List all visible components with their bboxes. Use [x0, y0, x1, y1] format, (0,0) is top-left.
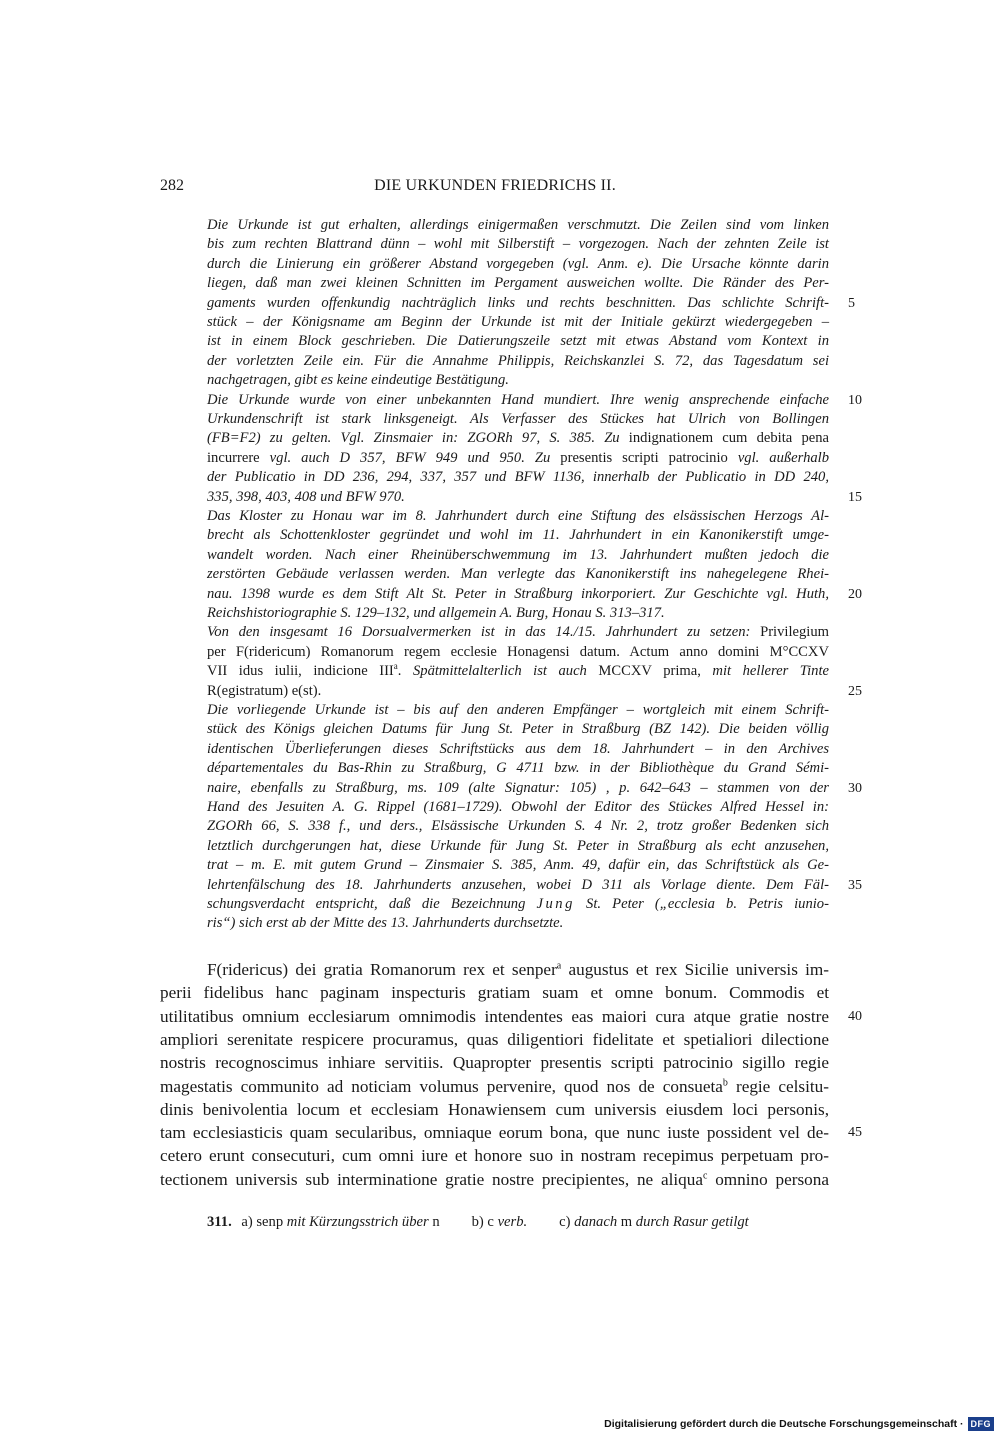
charter-line: [160, 1005, 829, 1028]
commentary-line: [207, 546, 829, 565]
text-run: mit Kürzungsstrich über: [286, 1214, 433, 1230]
text-run: incurrere: [207, 449, 270, 466]
text-run: gaments wurden offenkundig nachträglich links und rechts beschnitten. Das schlichte Schrift-: [207, 294, 829, 311]
text-run: R(egistratum) e(st).: [207, 682, 322, 699]
footnote-item: [241, 1214, 439, 1230]
commentary-line: [207, 585, 829, 604]
line-number: 15: [848, 489, 862, 505]
text-run: letztlich durchgerungen hat, diese Urkunde für Jung St. Peter in Straßburg als echt anzusehen,: [207, 837, 829, 854]
commentary-line: [207, 274, 829, 293]
dfg-credit: [604, 1416, 994, 1432]
commentary-line: [207, 701, 829, 720]
text-run: 335, 398, 403, 408 und BFW 970.: [207, 488, 405, 505]
text-run: lehrtenfälschung des 18. Jahrhunderts anzusehen, wobei D 311 als Vorlage diente. Dem Fäl-: [207, 876, 829, 893]
line-number: 45: [848, 1125, 862, 1141]
footnote-item: [559, 1214, 749, 1230]
text-run: utilitatibus omnium ecclesiarum omnimodis intendentes eas maiori cura atque gratie nostre: [160, 1006, 829, 1026]
text-run: ZGORh 66, S. 338 f., und ders., Elsässische Urkunden S. 4 Nr. 2, trotz großer Bedenken sich: [207, 818, 829, 835]
text-run: St. Peter (: [574, 896, 660, 912]
footnote-doc-number: 311.: [207, 1214, 232, 1230]
charter-line: [160, 1098, 829, 1121]
text-run: stück des Königs gleichen Datums für Jung St. Peter in Straßburg (BZ 142). Die beiden völlig: [207, 721, 829, 738]
commentary-line: [207, 313, 829, 332]
text-run: Das Kloster zu Honau war im 8. Jahrhundert durch eine Stiftung des elsässischen Herzogs Al-: [207, 508, 829, 524]
text-run: naire, ebenfalls zu Straßburg, ms. 109 (alte Signatur: 105) , p. 642–643 – stammen von der: [207, 779, 829, 796]
commentary-line: [207, 216, 829, 235]
text-run: ampliori serenitate respicere procuramus, quas diligentiori fidelitate et spetialiori dilectione: [160, 1029, 829, 1049]
text-run: schungsverdacht entspricht, daß die Bezeichnung: [207, 896, 537, 912]
running-title: DIE URKUNDEN FRIEDRICHS II.: [374, 177, 616, 194]
line-number: 30: [848, 780, 862, 796]
text-run: identischen Überlieferungen dieses Schriftstücks aus dem 18. Jahrhundert – in den Archives: [207, 740, 829, 757]
text-run: zerstörten Gebäude verlassen werden. Man verlegte das Kanonikerstift ins nahegelegene Rhei-: [207, 566, 829, 583]
text-run: Reichshistoriographie S. 129–132, und allgemein A. Burg, Honau S. 313–317.: [207, 605, 665, 621]
credit-text: Digitalisierung gefördert durch die Deutsche Forschungsgemeinschaft ·: [604, 1418, 964, 1430]
text-run: mit hellerer Tinte: [712, 663, 829, 680]
text-run: Spätmittelalterlich ist auch: [412, 663, 599, 680]
text-run: MCCXV prima,: [598, 663, 713, 680]
commentary-line: [207, 720, 829, 739]
text-run: danach: [574, 1214, 621, 1230]
charter-line: [160, 1028, 829, 1051]
text-run: vgl. auch D 357, BFW 949 und 950. Zu: [269, 449, 561, 466]
commentary-line: [207, 235, 829, 254]
text-run: liegen, daß man zwei kleinen Schnitten im Pergament ausweichen wollte. Die Ränder des Per-: [207, 275, 829, 292]
commentary-line: [207, 662, 829, 681]
footnote-marker: a: [393, 661, 398, 672]
text-run: wandelt worden. Nach einer Rheinüberschwemmung im 13. Jahrhundert mußten jedoch die: [207, 546, 829, 563]
commentary-line: [207, 565, 829, 584]
commentary-line: [207, 817, 829, 836]
charter-line: [160, 1121, 829, 1144]
line-number: 20: [848, 586, 862, 602]
commentary-line: [207, 526, 829, 545]
line-number: 5: [848, 295, 855, 311]
commentary-line: [207, 371, 829, 390]
text-run: Von den insgesamt 16 Dorsualvermerken ist in das 14./15. Jahrhundert zu setzen:: [207, 624, 761, 641]
text-run: m: [620, 1214, 636, 1230]
text-run: per F(ridericum) Romanorum regem ecclesie Honagensi datum. Actum anno domini M°CCXV: [207, 643, 829, 660]
text-run: a) senp: [241, 1214, 287, 1230]
text-run: dinis benivolentia locum et ecclesiam Honawiensem cum universis eiusdem loci personis,: [160, 1099, 829, 1119]
text-run: omnino persona: [707, 1169, 829, 1189]
text-run: .: [397, 663, 413, 680]
commentary-line: [207, 255, 829, 274]
text-run: nachgetragen, gibt es keine eindeutige Bestätigung.: [207, 372, 509, 389]
text-run: durch Rasur getilgt: [635, 1214, 749, 1230]
text-run: durch die Linierung ein größerer Abstand vorgegeben (vgl. Anm. e). Die Ursache könnte darin: [207, 255, 829, 272]
text-run: b) c: [471, 1214, 498, 1230]
commentary-line: [207, 779, 829, 798]
text-run: Die Urkunde ist gut erhalten, allerdings einigermaßen verschmutzt. Die Zeilen sind vom linken: [207, 217, 829, 233]
text-run: indignationem cum debita pena: [628, 430, 829, 447]
charter-line: [160, 1075, 829, 1098]
text-run: Urkundenschrift ist stark linksgeneigt. Als Verfasser des Stückes hat Ulrich von Bollingen: [207, 411, 829, 427]
text-run: magestatis communito ad noticiam volumus pervenire, quod nos de consueta: [160, 1076, 723, 1096]
text-run: tectionem universis sub interminatione gratie nostre precipientes, ne aliqua: [160, 1169, 703, 1189]
commentary-line: [207, 352, 829, 371]
text-run: Jung: [536, 896, 575, 912]
commentary-line: [207, 914, 829, 933]
text-run: der Publicatio in DD 236, 294, 337, 357 und BFW 1136, innerhalb der Publicatio in DD 240,: [207, 469, 829, 486]
footnote-item: [472, 1214, 528, 1230]
line-number: 25: [848, 683, 862, 699]
text-run: départementales du Bas-Rhin zu Straßburg, G 4711 bzw. in der Bibliothèque du Grand Sémi-: [207, 760, 829, 777]
commentary-line: [207, 429, 829, 448]
commentary-line: [207, 876, 829, 895]
footnotes: [207, 1212, 749, 1232]
text-run: der vorletzten Zeile ein. Für die Annahme Philippis, Reichskanzlei S. 72, das Tagesdatum sei: [207, 352, 829, 369]
commentary-line: [207, 798, 829, 817]
text-run: trat – m. E. mit gutem Grund – Zinsmaier S. 385, Anm. 49, dafür ein, das Schriftstück als Ge-: [207, 857, 829, 874]
text-run: nau. 1398 wurde es dem Stift Alt St. Peter in Straßburg inkorporiert. Zur Geschichte vgl. Huth,: [207, 585, 829, 602]
commentary-line: [207, 391, 829, 410]
page-header: [160, 174, 830, 198]
text-run: VII idus iulii, indicione III: [207, 663, 394, 680]
text-run: augustus et rex Sicilie universis im-: [561, 960, 829, 979]
commentary-line: [207, 740, 829, 759]
commentary-line: [207, 410, 829, 429]
text-run: Privilegium: [760, 624, 829, 641]
commentary-line: [207, 507, 829, 526]
commentary-line: [207, 604, 829, 623]
text-run: ris“) sich erst ab der Mitte des 13. Jahrhunderts durchsetzte.: [207, 915, 564, 932]
footnote-marker: b: [722, 1076, 728, 1088]
dfg-logo: DFG: [968, 1417, 995, 1431]
commentary-line: [207, 294, 829, 313]
text-run: nostris recognoscimus inhiare servitiis. Quapropter presentis scripti patrocinio sigillo regie: [160, 1053, 829, 1073]
commentary-line: [207, 332, 829, 351]
text-run: regie celsitu-: [727, 1076, 829, 1096]
line-number: 40: [848, 1008, 862, 1024]
charter-line: [160, 981, 829, 1004]
text-run: Die vorliegende Urkunde ist – bis auf den anderen Empfänger – wortgleich mit einem Schrift-: [207, 702, 829, 718]
text-run: c): [559, 1214, 575, 1230]
footnote-marker: c: [702, 1169, 708, 1181]
text-run: presentis scripti patrocinio: [560, 449, 738, 466]
commentary-line: [207, 759, 829, 778]
text-run: bis zum rechten Blattrand dünn – wohl mit Silberstift – vorgezogen. Nach der zehnten Zeile ist: [207, 236, 829, 253]
text-run: „ecclesia b. Petris iunio-: [659, 896, 829, 912]
commentary-line: [207, 468, 829, 487]
commentary-line: [207, 623, 829, 642]
charter-line: [160, 1051, 829, 1074]
text-run: Die Urkunde wurde von einer unbekannten Hand mundiert. Ihre wenig ansprechende einfache: [207, 391, 829, 408]
text-run: vgl. außerhalb: [737, 449, 830, 466]
commentary-line: [207, 643, 829, 662]
text-run: F(ridericus) dei gratia Romanorum rex et senper: [207, 960, 557, 979]
commentary-line: [207, 449, 829, 468]
line-number: 10: [848, 392, 862, 408]
commentary-line: [207, 895, 829, 914]
charter-line: [160, 1168, 829, 1191]
text-run: tam ecclesiasticis quam secularibus, omniaque eorum bona, que nunc iuste possident vel de-: [160, 1123, 829, 1143]
charter-line: [160, 1144, 829, 1167]
charter-line: [207, 958, 829, 981]
text-run: stück – der Königsname am Beginn der Urkunde ist mit der Initiale gekürzt wiedergegeben –: [207, 314, 829, 330]
page-number: 282: [160, 177, 184, 194]
text-run: verb.: [497, 1214, 528, 1230]
text-run: (FB=F2) zu gelten. Vgl. Zinsmaier in: ZGORh 97, S. 385. Zu: [207, 430, 629, 447]
text-run: brecht als Schottenkloster gegründet und wohl im 11. Jahrhundert in ein Kanonikerstift umge-: [207, 527, 829, 544]
text-run: n: [432, 1214, 440, 1230]
commentary-line: [207, 488, 829, 507]
text-run: perii fidelibus hanc paginam inspecturis gratiam suam et omne bonum. Commodis et: [160, 983, 829, 1003]
text-run: Hand des Jesuiten A. G. Rippel (1681–1729). Obwohl der Editor des Stückes Alfred Hessel in:: [207, 799, 829, 815]
line-number: 35: [848, 877, 862, 893]
commentary-line: [207, 837, 829, 856]
commentary-line: [207, 682, 829, 701]
commentary-line: [207, 856, 829, 875]
footnote-marker: a: [556, 960, 562, 972]
text-run: cetero erunt consecuturi, cum omni iure et honore suo in nostram recepimus perpetuam pro-: [160, 1146, 829, 1166]
text-run: ist in einem Block geschrieben. Die Datierungszeile setzt mit etwas Abstand vom Kontext in: [207, 333, 829, 350]
